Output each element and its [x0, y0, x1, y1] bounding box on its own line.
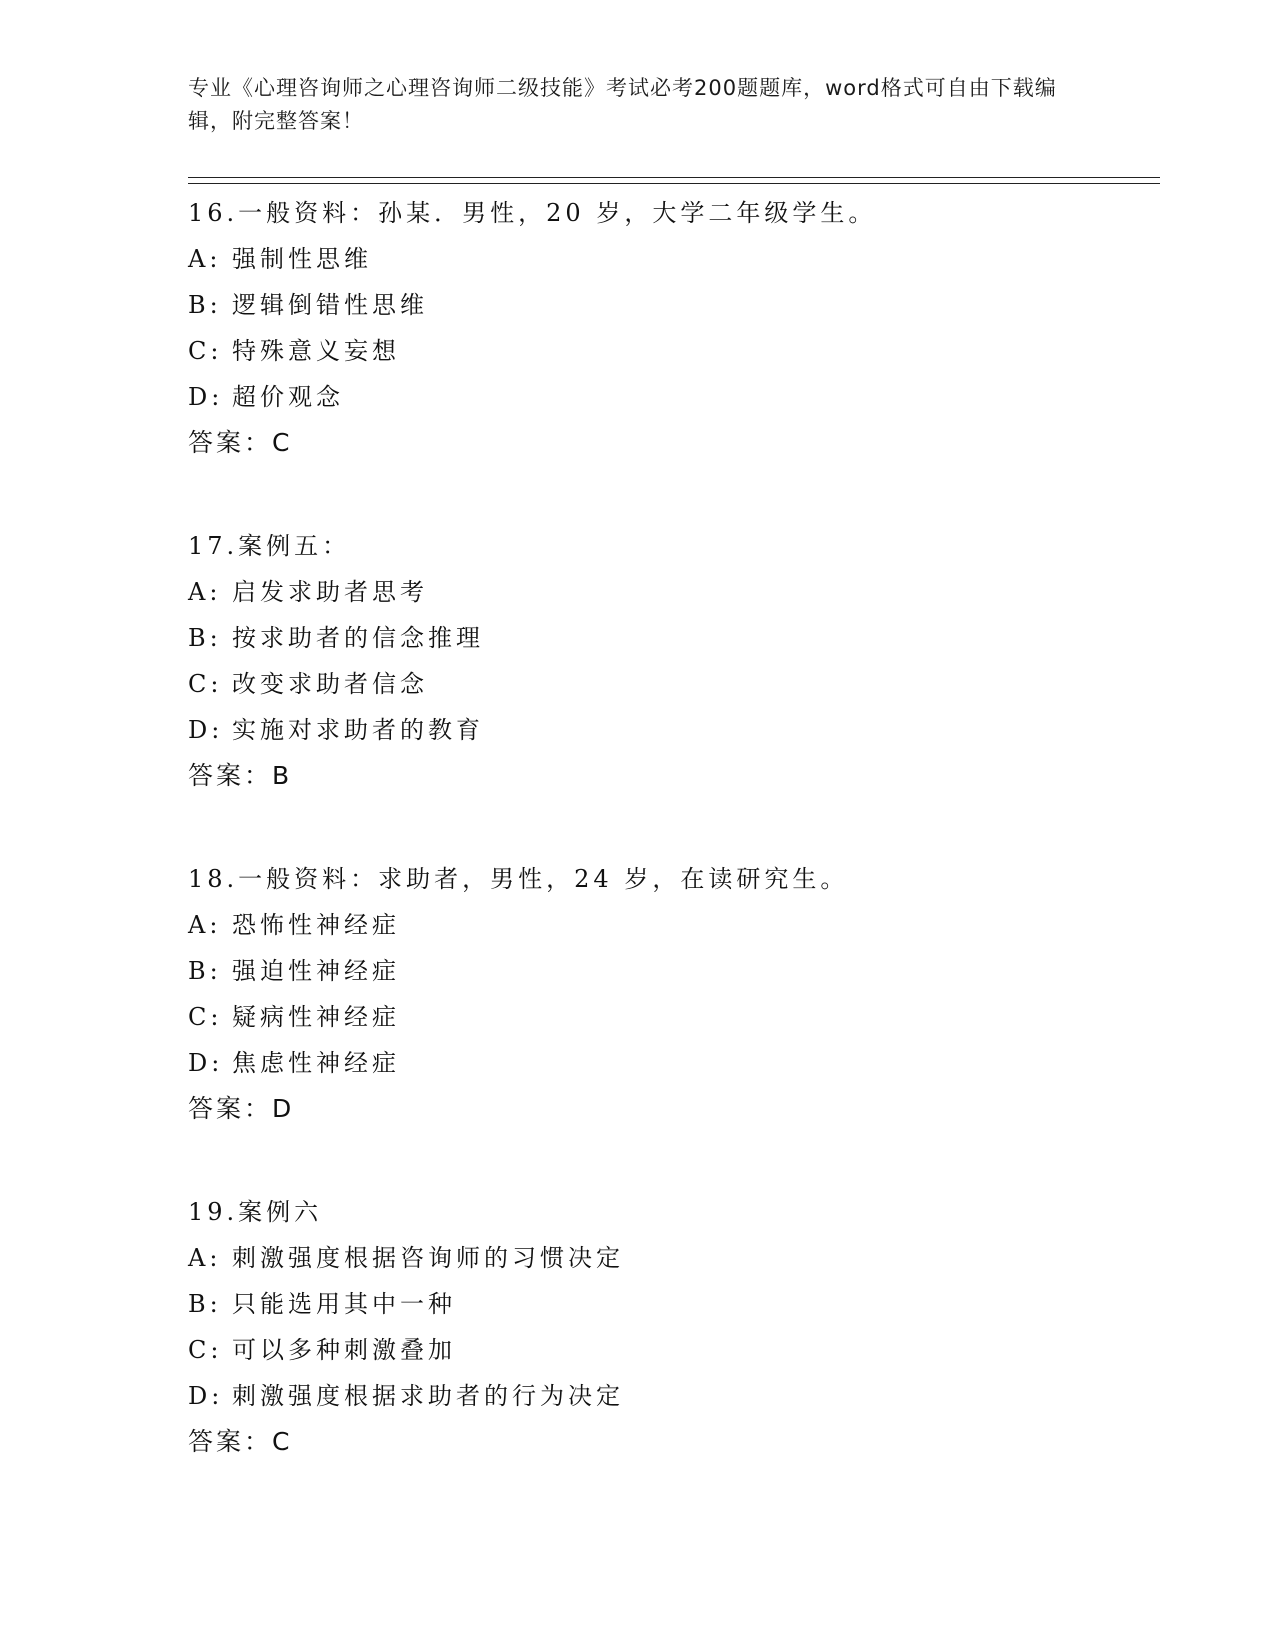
option-text: 改变求助者信念	[232, 670, 428, 698]
option-label: B:	[188, 957, 222, 985]
option-label: A:	[188, 911, 222, 939]
header-divider-top	[188, 177, 1160, 178]
option-label: D:	[188, 716, 224, 744]
option-c	[188, 994, 1168, 1040]
option-d	[188, 707, 1168, 753]
option-d	[188, 374, 1168, 420]
option-b	[188, 1281, 1168, 1327]
option-label: B:	[188, 1290, 222, 1318]
option-c	[188, 1327, 1168, 1373]
option-text: 强迫性神经症	[232, 957, 400, 985]
option-text: 强制性思维	[232, 245, 372, 273]
option-label: D:	[188, 383, 224, 411]
header-divider-bottom	[188, 183, 1160, 184]
option-text: 可以多种刺激叠加	[232, 1336, 456, 1364]
option-d	[188, 1040, 1168, 1086]
option-a	[188, 902, 1168, 948]
option-text: 按求助者的信念推理	[232, 624, 484, 652]
option-label: A:	[188, 245, 222, 273]
option-label: C:	[188, 1336, 223, 1364]
question-16	[188, 190, 1168, 466]
answer-line: 答案：D	[188, 1094, 295, 1123]
option-text: 刺激强度根据咨询师的习惯决定	[232, 1244, 624, 1272]
option-label: A:	[188, 1244, 222, 1272]
answer-line: 答案：C	[188, 428, 293, 457]
question-stem: 19.案例六	[188, 1198, 323, 1226]
question-17	[188, 523, 1168, 799]
option-text: 只能选用其中一种	[232, 1290, 456, 1318]
option-label: D:	[188, 1382, 224, 1410]
option-a	[188, 236, 1168, 282]
question-stem: 17.案例五：	[188, 532, 351, 560]
option-b	[188, 615, 1168, 661]
option-label: B:	[188, 624, 222, 652]
option-label: A:	[188, 578, 222, 606]
option-b	[188, 948, 1168, 994]
option-text: 焦虑性神经症	[232, 1049, 400, 1077]
option-text: 特殊意义妄想	[232, 337, 400, 365]
option-label: C:	[188, 1003, 223, 1031]
option-d	[188, 1373, 1168, 1419]
option-label: D:	[188, 1049, 224, 1077]
option-text: 刺激强度根据求助者的行为决定	[232, 1382, 624, 1410]
option-text: 逻辑倒错性思维	[232, 291, 428, 319]
question-19	[188, 1189, 1168, 1465]
question-18	[188, 856, 1168, 1132]
option-b	[188, 282, 1168, 328]
option-label: C:	[188, 337, 223, 365]
option-text: 启发求助者思考	[232, 578, 428, 606]
document-header: 专业《心理咨询师之心理咨询师二级技能》考试必考200题题库，word格式可自由下载编辑，附完整答案！	[188, 76, 1057, 133]
option-label: B:	[188, 291, 222, 319]
answer-line: 答案：C	[188, 1427, 293, 1456]
option-c	[188, 661, 1168, 707]
option-c	[188, 328, 1168, 374]
option-text: 超价观念	[232, 383, 344, 411]
option-text: 恐怖性神经症	[232, 911, 400, 939]
answer-line: 答案：B	[188, 761, 293, 790]
option-label: C:	[188, 670, 223, 698]
option-text: 实施对求助者的教育	[232, 716, 484, 744]
question-list	[188, 190, 1168, 1522]
question-stem: 18.一般资料：求助者，男性，24 岁，在读研究生。	[188, 865, 849, 893]
option-a	[188, 569, 1168, 615]
option-a	[188, 1235, 1168, 1281]
question-stem: 16.一般资料：孙某．男性，20 岁，大学二年级学生。	[188, 199, 877, 227]
option-text: 疑病性神经症	[232, 1003, 400, 1031]
